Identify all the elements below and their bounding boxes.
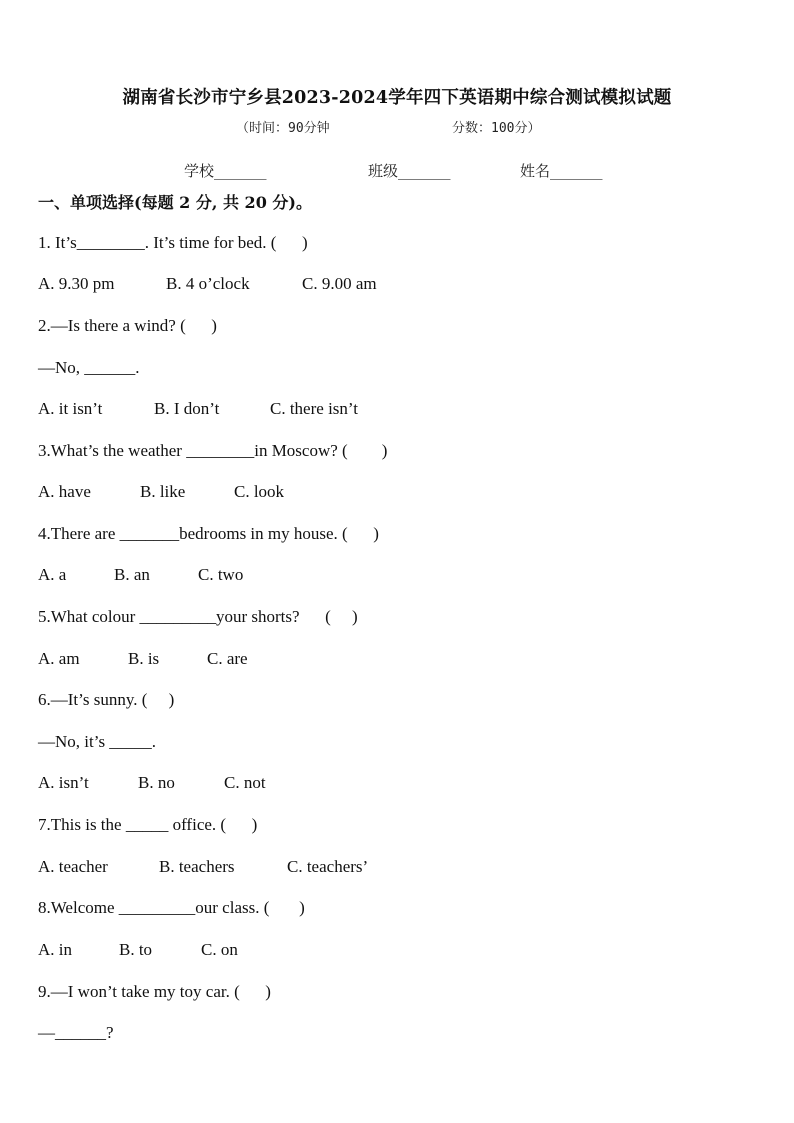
option-b: B. to xyxy=(119,940,153,959)
question-3-line-1: 3.What’s the weather ________in Moscow? ( ) xyxy=(38,441,388,460)
option-c: C. there isn’t xyxy=(270,399,358,418)
exam-score: 分数：100分） xyxy=(452,121,541,136)
option-a: A. in xyxy=(38,940,72,959)
option-a: A. have xyxy=(38,482,91,501)
option-c: C. teachers’ xyxy=(287,857,369,876)
question-3-options xyxy=(38,482,738,504)
question-1-options xyxy=(38,274,738,296)
question-9-line-2: —______? xyxy=(38,1023,114,1042)
exam-title: 湖南省长沙市宁乡县2023-2024学年四下英语期中综合测试模拟试题 xyxy=(122,88,672,108)
question-7-line-1: 7.This is the _____ office. ( ) xyxy=(38,815,258,834)
option-a: A. isn’t xyxy=(38,773,89,792)
option-b: B. an xyxy=(114,565,150,584)
question-1-line-1: 1. It’s________. It’s time for bed. ( ) xyxy=(38,233,308,252)
question-6-options xyxy=(38,773,738,795)
option-c: C. look xyxy=(234,482,285,501)
option-c: C. not xyxy=(224,773,266,792)
question-2-options xyxy=(38,399,738,421)
question-4-options xyxy=(38,565,738,587)
question-5-options xyxy=(38,649,738,671)
question-2-line-1: 2.—Is there a wind? ( ) xyxy=(38,316,217,335)
option-a: A. 9.30 pm xyxy=(38,274,115,293)
question-6-line-2: —No, it’s _____. xyxy=(38,732,157,751)
section-heading: 一、单项选择(每题 2 分, 共 20 分)。 xyxy=(38,193,312,212)
option-c: C. two xyxy=(198,565,244,584)
option-b: B. teachers xyxy=(159,857,235,876)
option-b: B. like xyxy=(140,482,186,501)
class-field: 班级_______ xyxy=(368,162,451,180)
option-c: C. are xyxy=(207,649,248,668)
question-7-options xyxy=(38,857,738,879)
option-a: A. it isn’t xyxy=(38,399,103,418)
exam-time: （时间：90分钟 xyxy=(236,121,330,136)
name-field: 姓名_______ xyxy=(520,162,603,180)
question-6-line-1: 6.—It’s sunny. ( ) xyxy=(38,690,175,709)
question-8-options xyxy=(38,940,738,962)
school-field: 学校_______ xyxy=(184,162,267,180)
option-b: B. is xyxy=(128,649,160,668)
option-b: B. 4 o’clock xyxy=(166,274,250,293)
option-b: B. no xyxy=(138,773,175,792)
question-4-line-1: 4.There are _______bedrooms in my house. ( ) xyxy=(38,524,379,543)
question-9-line-1: 9.—I won’t take my toy car. ( ) xyxy=(38,982,271,1001)
question-2-line-2: —No, ______. xyxy=(38,358,140,377)
option-c: C. on xyxy=(201,940,238,959)
question-8-line-1: 8.Welcome _________our class. ( ) xyxy=(38,898,305,917)
option-a: A. a xyxy=(38,565,67,584)
option-c: C. 9.00 am xyxy=(302,274,377,293)
option-a: A. teacher xyxy=(38,857,108,876)
option-a: A. am xyxy=(38,649,80,668)
option-b: B. I don’t xyxy=(154,399,220,418)
question-5-line-1: 5.What colour _________your shorts? ( ) xyxy=(38,607,358,626)
